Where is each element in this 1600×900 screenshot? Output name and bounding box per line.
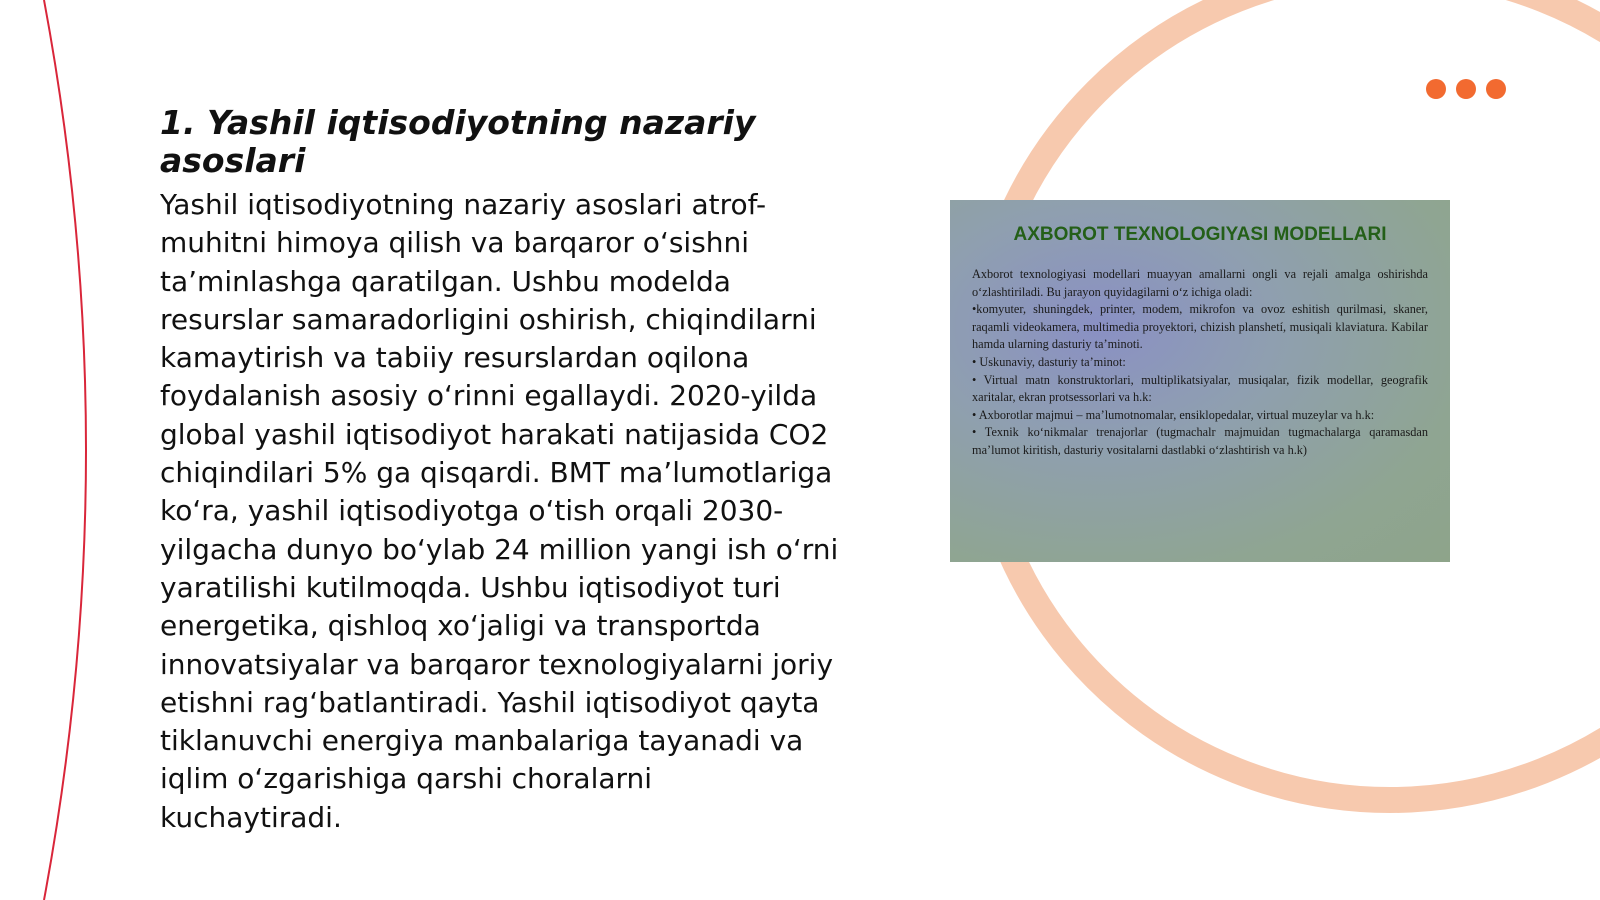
slide-body-text: Yashil iqtisodiyotning nazariy asoslari atrof-muhitni himoya qilish va barqaror o‘sishni ta’minlashga qaratilgan. Ushbu modelda resurslar samaradorligini oshirish, chiqindilarni kamaytirish va tabiiy resurslardan oqilona foydalanish asosiy o‘rinni egallaydi. 2020-yilda global yashil iqtisodiyot harakati natijasida CO2 chiqindilari 5% ga qisqardi. BMT ma’lumotlariga ko‘ra, yashil iqtisodiyotga o‘tish orqali 2030-yilgacha dunyo bo‘ylab 24 million yangi ish o‘rni yaratilishi kutilmoqda. Ushbu iqtisodiyot turi energetika, qishloq xo‘jaligi va transportda innovatsiyalar va barqaror texnologiyalarni joriy etishni rag‘batlantiradi. Yashil iqtisodiyot qayta tiklanuvchi energiya manbalariga tayanadi va iqlim o‘zgarishiga qarshi choralarni kuchaytiradi.	[160, 188, 839, 834]
document-line: •komyuter, shuningdek, printer, modem, mikrofon va ovoz eshitish qurilmasi, skaner, raqamli videokamera, multimedia proyektori, chizish planshetí, musiqali klaviatura. Kabilar hamda ularning dasturiy ta’minoti.	[972, 302, 1428, 352]
three-dots-decoration	[1426, 79, 1506, 99]
dot-icon	[1456, 79, 1476, 99]
dot-icon	[1426, 79, 1446, 99]
document-line: Axborot texnologiyasi modellari muayyan amallarni ongli va rejali amalga oshirishda o‘zlashtiriladi. Bu jarayon quyidagilarni o‘z ichiga oladi:	[972, 267, 1428, 299]
document-line: • Virtual matn konstruktorlari, multiplikatsiyalar, musiqalar, fizik modellar, geografik xaritalar, ekran protsessorlari va h.k:	[972, 372, 1428, 405]
document-image-title: AXBOROT TEXNOLOGIYASI MODELLARI	[1013, 224, 1387, 245]
red-arc-line	[44, 0, 86, 900]
document-image	[950, 200, 1450, 562]
dot-icon	[1486, 79, 1506, 99]
document-line: • Texnik ko‘nikmalar trenajorlar (tugmachalr majmuidan tugmachalarga qaramasdan ma’lumot kiritish, dasturiy vositalarni dastlabki o‘zlashtirish va h.k)	[972, 425, 1428, 457]
document-line: • Uskunaviy, dasturiy ta’minot:	[972, 354, 1126, 369]
document-image-text	[972, 266, 1428, 460]
document-line: • Axborotlar majmui – ma’lumotnomalar, ensiklopedalar, virtual muzeylar va h.k:	[972, 407, 1375, 422]
slide-title: 1. Yashil iqtisodiyotning nazariy asoslari	[160, 103, 756, 180]
